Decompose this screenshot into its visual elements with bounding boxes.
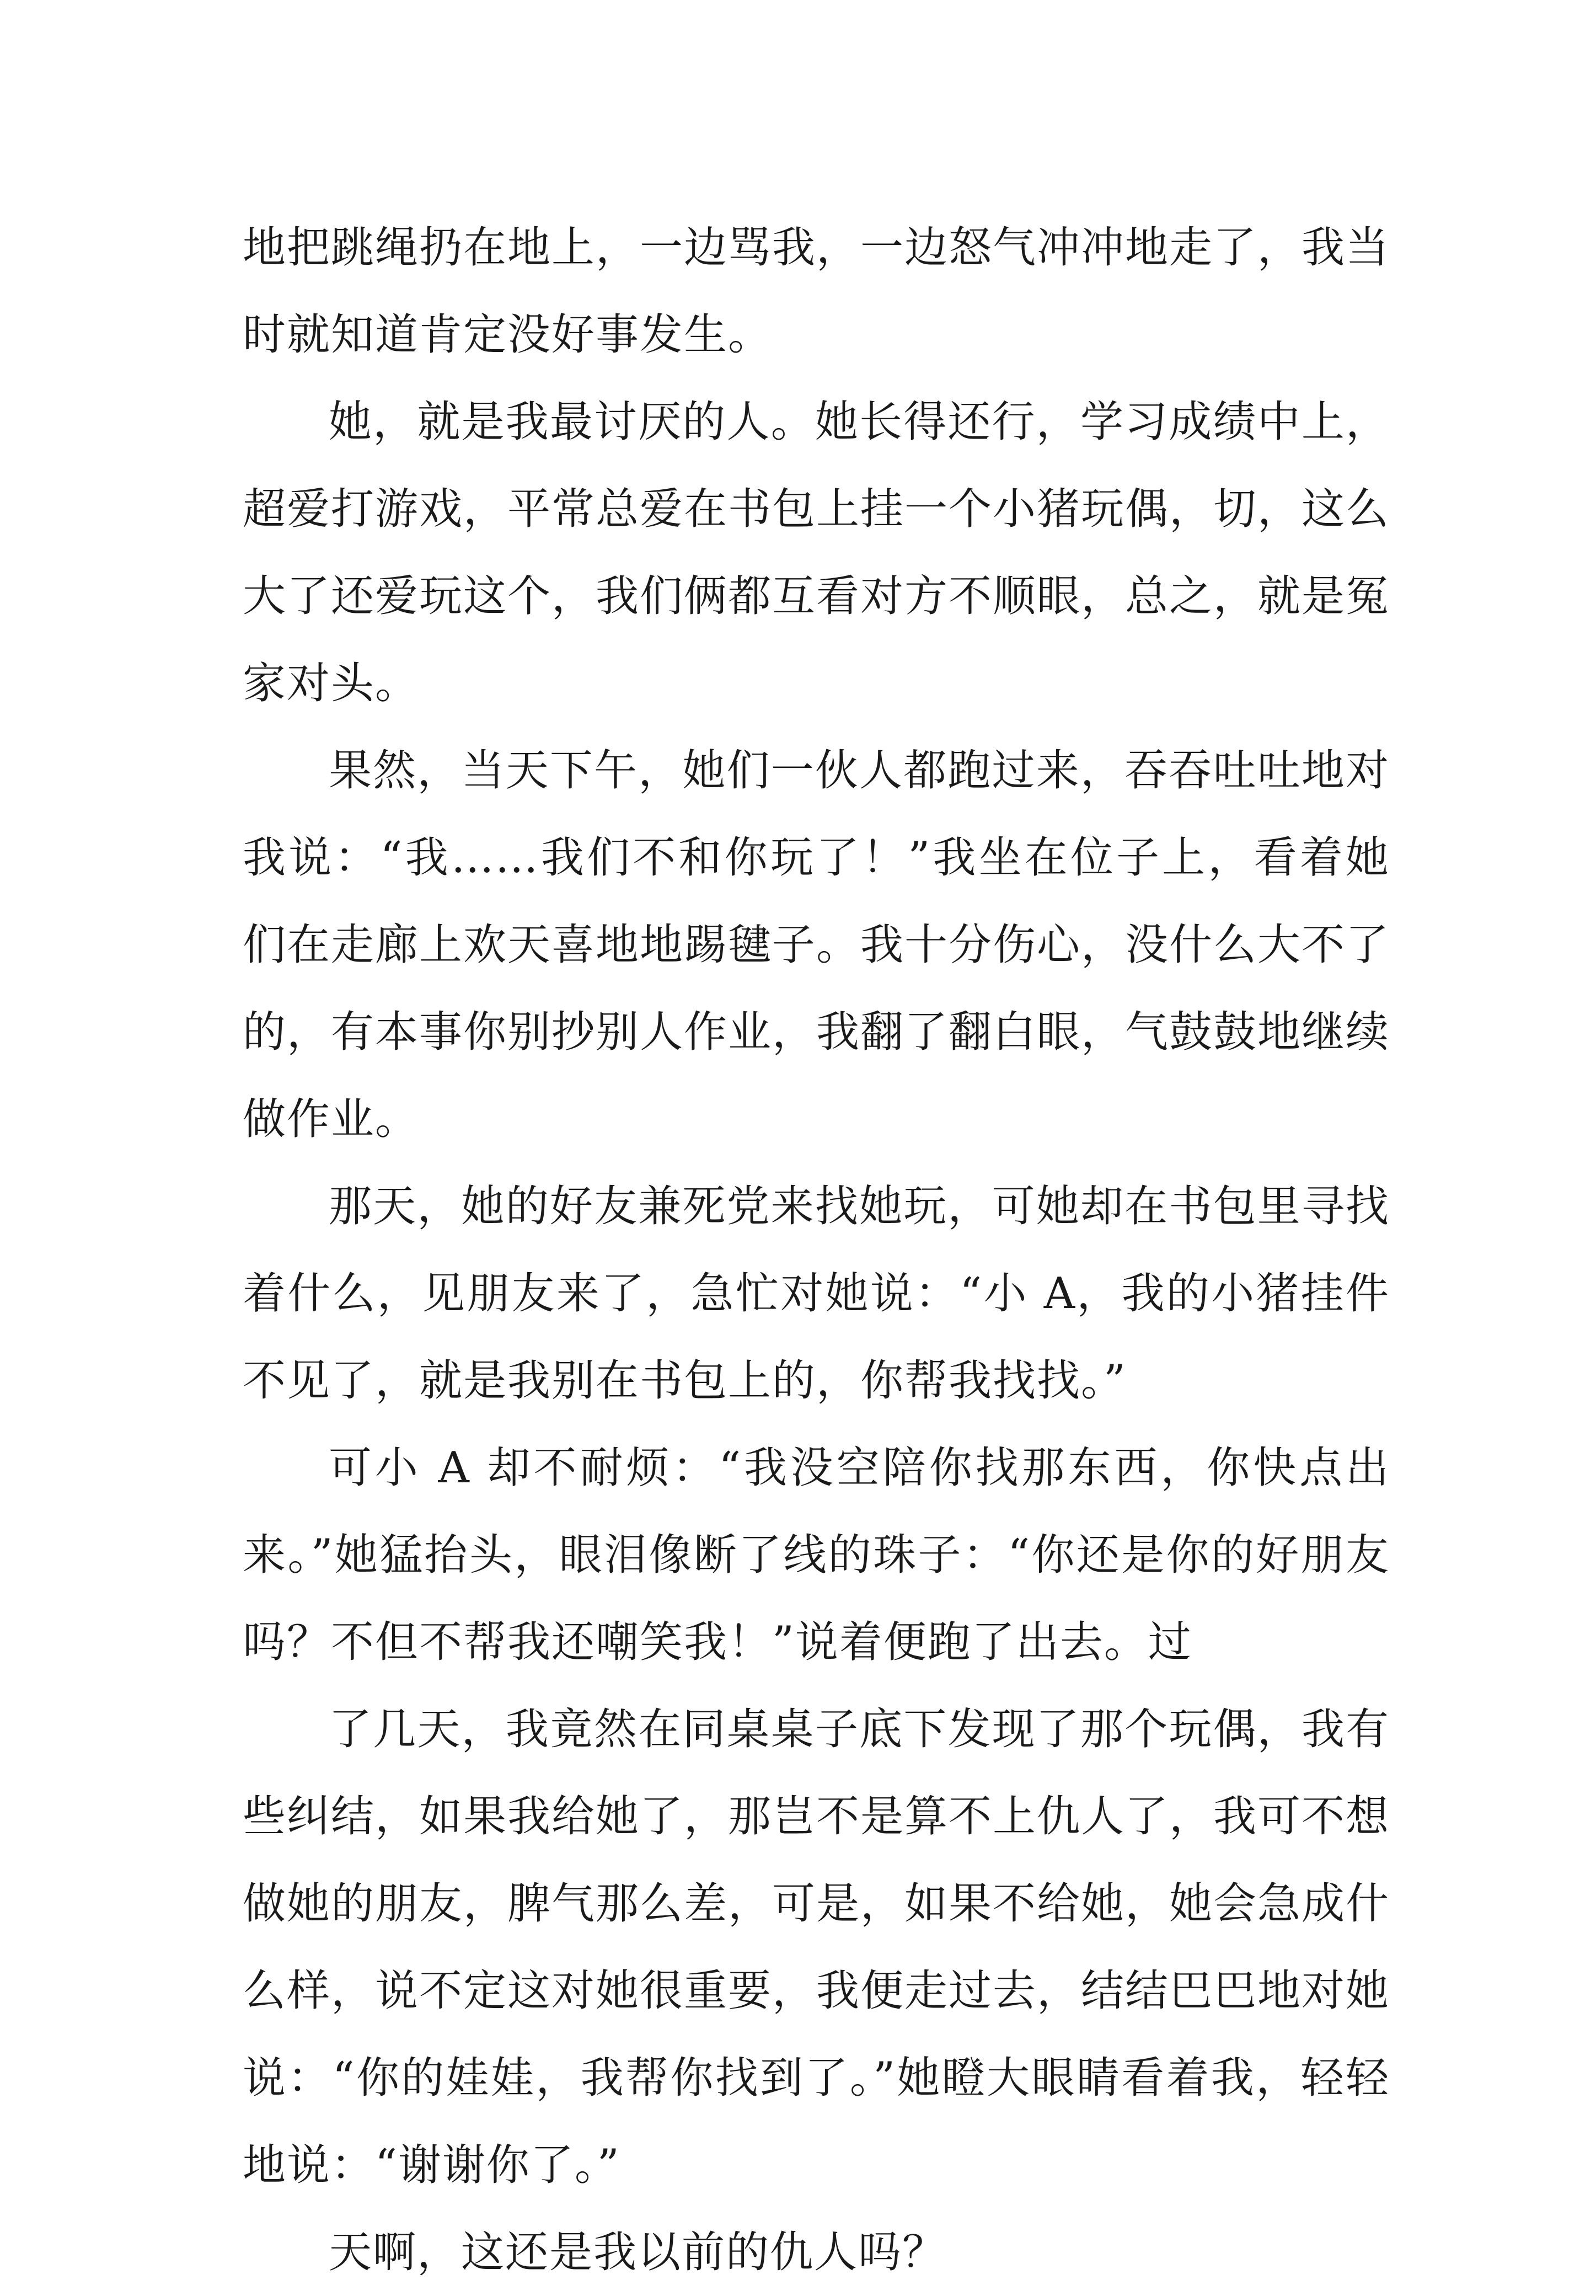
body-text [243, 204, 1390, 2296]
paragraph-6: 了几天，我竟然在同桌桌子底下发现了那个玩偶，我有些纠结，如果我给她了，那岂不是算不上仇人了，我可不想做她的朋友，脾气那么差，可是，如果不给她，她会急成什么样，说不定这对她很重要，我便走过去，结结巴巴地对她说：“你的娃娃，我帮你找到了。”她瞪大眼睛看着我，轻轻地说：“谢谢你了。” [243, 1705, 1390, 2190]
paragraph-3: 果然，当天下午，她们一伙人都跑过来，吞吞吐吐地对我说：“我……我们不和你玩了！”我坐在位子上，看着她们在走廊上欢天喜地地踢毽子。我十分伤心，没什么大不了的，有本事你别抄别人作业，我翻了翻白眼，气鼓鼓地继续做作业。 [243, 746, 1390, 1144]
paragraph-2: 她，就是我最讨厌的人。她长得还行，学习成绩中上，超爱打游戏，平常总爱在书包上挂一个小猪玩偶，切，这么大了还爱玩这个，我们俩都互看对方不顺眼，总之，就是冤家对头。 [243, 397, 1390, 708]
paragraph-5: 可小 A 却不耐烦：“我没空陪你找那东西，你快点出来。”她猛抬头，眼泪像断了线的珠子：“你还是你的好朋友吗？不但不帮我还嘲笑我！”说着便跑了出去。过 [243, 1443, 1390, 1667]
paragraph-7: 天啊，这还是我以前的仇人吗？ [329, 2228, 947, 2277]
paragraph-1: 地把跳绳扔在地上，一边骂我，一边怒气冲冲地走了，我当时就知道肯定没好事发生。 [243, 223, 1390, 360]
paragraph-4: 那天，她的好友兼死党来找她玩，可她却在书包里寻找着什么，见朋友来了，急忙对她说：“小 A，我的小猪挂件不见了，就是我别在书包上的，你帮我找找。” [243, 1182, 1390, 1406]
